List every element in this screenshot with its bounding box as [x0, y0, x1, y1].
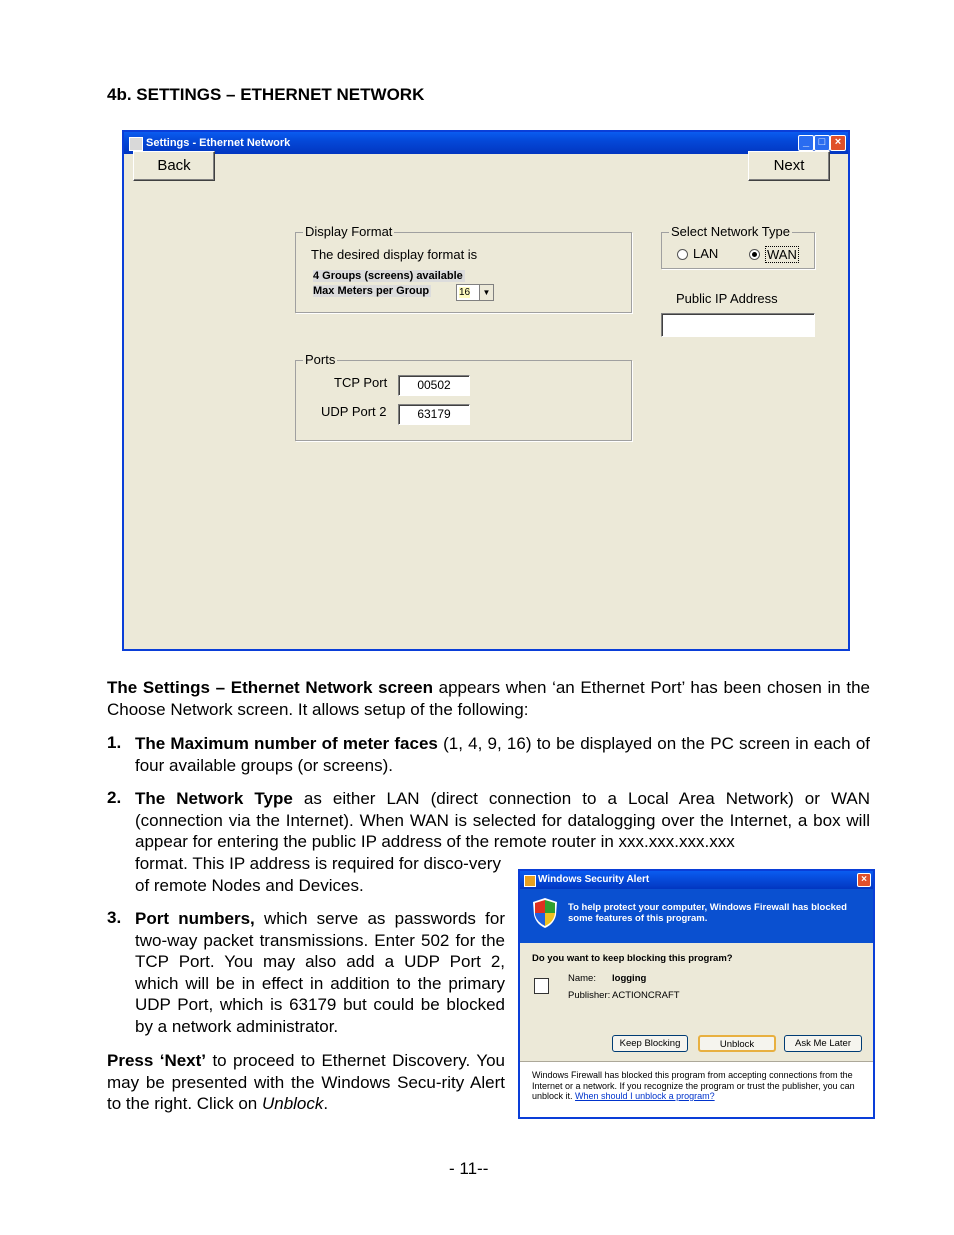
item3-number: 3.	[107, 908, 122, 927]
intro-rest: appears when ‘an Ethernet Port’ has been chosen in the Choose Network screen. It allows setup of the following:	[107, 678, 870, 719]
tcp-port-input[interactable]: 00502	[398, 375, 470, 396]
close-icon[interactable]: ×	[830, 135, 846, 151]
lan-label[interactable]: LAN	[693, 246, 719, 261]
app-icon	[129, 137, 143, 151]
max-meters-select[interactable]	[456, 284, 494, 301]
item1-number: 1.	[107, 733, 122, 752]
program-icon	[534, 978, 549, 994]
firewall-icon	[524, 875, 536, 887]
item2-bold: The Network Type	[135, 789, 293, 808]
publisher-value: ACTIONCRAFT	[612, 990, 680, 1001]
max-meters-value: 16	[459, 287, 471, 298]
page-number: - 11--	[449, 1159, 489, 1178]
intro-paragraph	[107, 677, 870, 720]
security-alert-dialog	[518, 869, 875, 1119]
network-type-legend: Select Network Type	[671, 224, 790, 239]
display-format-description: The desired display format is	[311, 247, 478, 262]
item2-paragraph	[135, 788, 870, 853]
public-ip-label: Public IP Address	[676, 291, 778, 306]
ports-legend: Ports	[305, 352, 336, 367]
item3-rest: which serve as passwords for two-way packet transmissions. Enter 502 for the TCP Port. You may also add a UDP Port 2, which will be in effect in addition to the primary UDP Port, which is 63179 but could be blocked by a network administrator.	[135, 909, 505, 1036]
unblock-help-link[interactable]: When should I unblock a program?	[575, 1091, 715, 1101]
publisher-label: Publisher:	[568, 990, 611, 1001]
item2-rest: as either LAN (direct connection to a Local Area Network) or WAN (connection via the Internet). When WAN is selected for datalogging over the Internet, a box will appear for entering the public IP address of the remote router in xxx.xxx.xxx.xxx	[135, 789, 871, 851]
item2-number: 2.	[107, 788, 122, 807]
press-next-paragraph	[107, 1050, 505, 1115]
ports-group	[295, 352, 632, 441]
lan-radio[interactable]	[677, 249, 688, 260]
next-button[interactable]: Next	[748, 151, 830, 181]
item3-bold: Port numbers,	[135, 909, 255, 928]
back-button[interactable]: Back	[133, 151, 215, 181]
item2-paragraph-cont: format. This IP address is required for disco-very of remote Nodes and Devices.	[135, 854, 501, 895]
settings-title-bar	[124, 132, 848, 154]
settings-window-title: Settings - Ethernet Network	[146, 137, 291, 149]
wan-label[interactable]: WAN	[767, 247, 797, 262]
unblock-button[interactable]: Unblock	[698, 1035, 776, 1052]
section-heading: 4b. SETTINGS – ETHERNET NETWORK	[107, 85, 425, 104]
alert-question: Do you want to keep blocking this program?	[532, 953, 733, 964]
ask-me-later-button[interactable]: Ask Me Later	[784, 1035, 862, 1052]
keep-blocking-button[interactable]: Keep Blocking	[612, 1035, 688, 1052]
name-value: logging	[612, 973, 647, 984]
shield-icon	[532, 897, 558, 929]
udp-port-input[interactable]: 63179	[398, 404, 470, 425]
alert-title-bar	[520, 871, 873, 889]
maximize-icon[interactable]: □	[814, 135, 830, 151]
alert-close-icon[interactable]: ×	[857, 873, 871, 887]
press-rest: to proceed to Ethernet Discovery. You may be presented with the Windows Secu-rity Alert to the right. Click on	[107, 1051, 506, 1113]
tcp-port-label: TCP Port	[334, 375, 388, 390]
max-meters-label: Max Meters per Group	[313, 285, 430, 297]
press-italic: Unblock	[261, 1094, 324, 1113]
display-format-legend: Display Format	[305, 224, 393, 239]
udp-port-label: UDP Port 2	[321, 404, 387, 419]
alert-footer	[520, 1061, 873, 1117]
alert-banner-text: To help protect your computer, Windows Firewall has blocked some features of this program.	[568, 902, 847, 924]
groups-available-label: 4 Groups (screens) available	[313, 270, 463, 282]
item3-paragraph	[135, 908, 505, 1037]
item1-bold: The Maximum number of meter faces	[135, 734, 438, 753]
alert-banner	[520, 889, 873, 943]
footer-text: Windows Firewall has blocked this program from accepting connections from the Internet or a network. If you recognize the program or trust the publisher, you can unblock it.	[532, 1070, 855, 1101]
intro-bold: The Settings – Ethernet Network screen	[107, 678, 433, 697]
name-label: Name:	[568, 973, 596, 984]
alert-footer-text	[532, 1070, 861, 1102]
item1-paragraph	[135, 733, 870, 776]
chevron-down-icon[interactable]: ▼	[479, 285, 493, 300]
public-ip-input[interactable]	[661, 313, 815, 337]
minimize-icon[interactable]: _	[798, 135, 814, 151]
press-end: .	[323, 1094, 329, 1113]
item1-rest: (1, 4, 9, 16) to be displayed on the PC screen in each of four available groups (or screens).	[135, 734, 870, 775]
press-bold: Press ‘Next’	[107, 1051, 207, 1070]
alert-title: Windows Security Alert	[538, 874, 650, 885]
wan-radio[interactable]	[749, 249, 760, 260]
